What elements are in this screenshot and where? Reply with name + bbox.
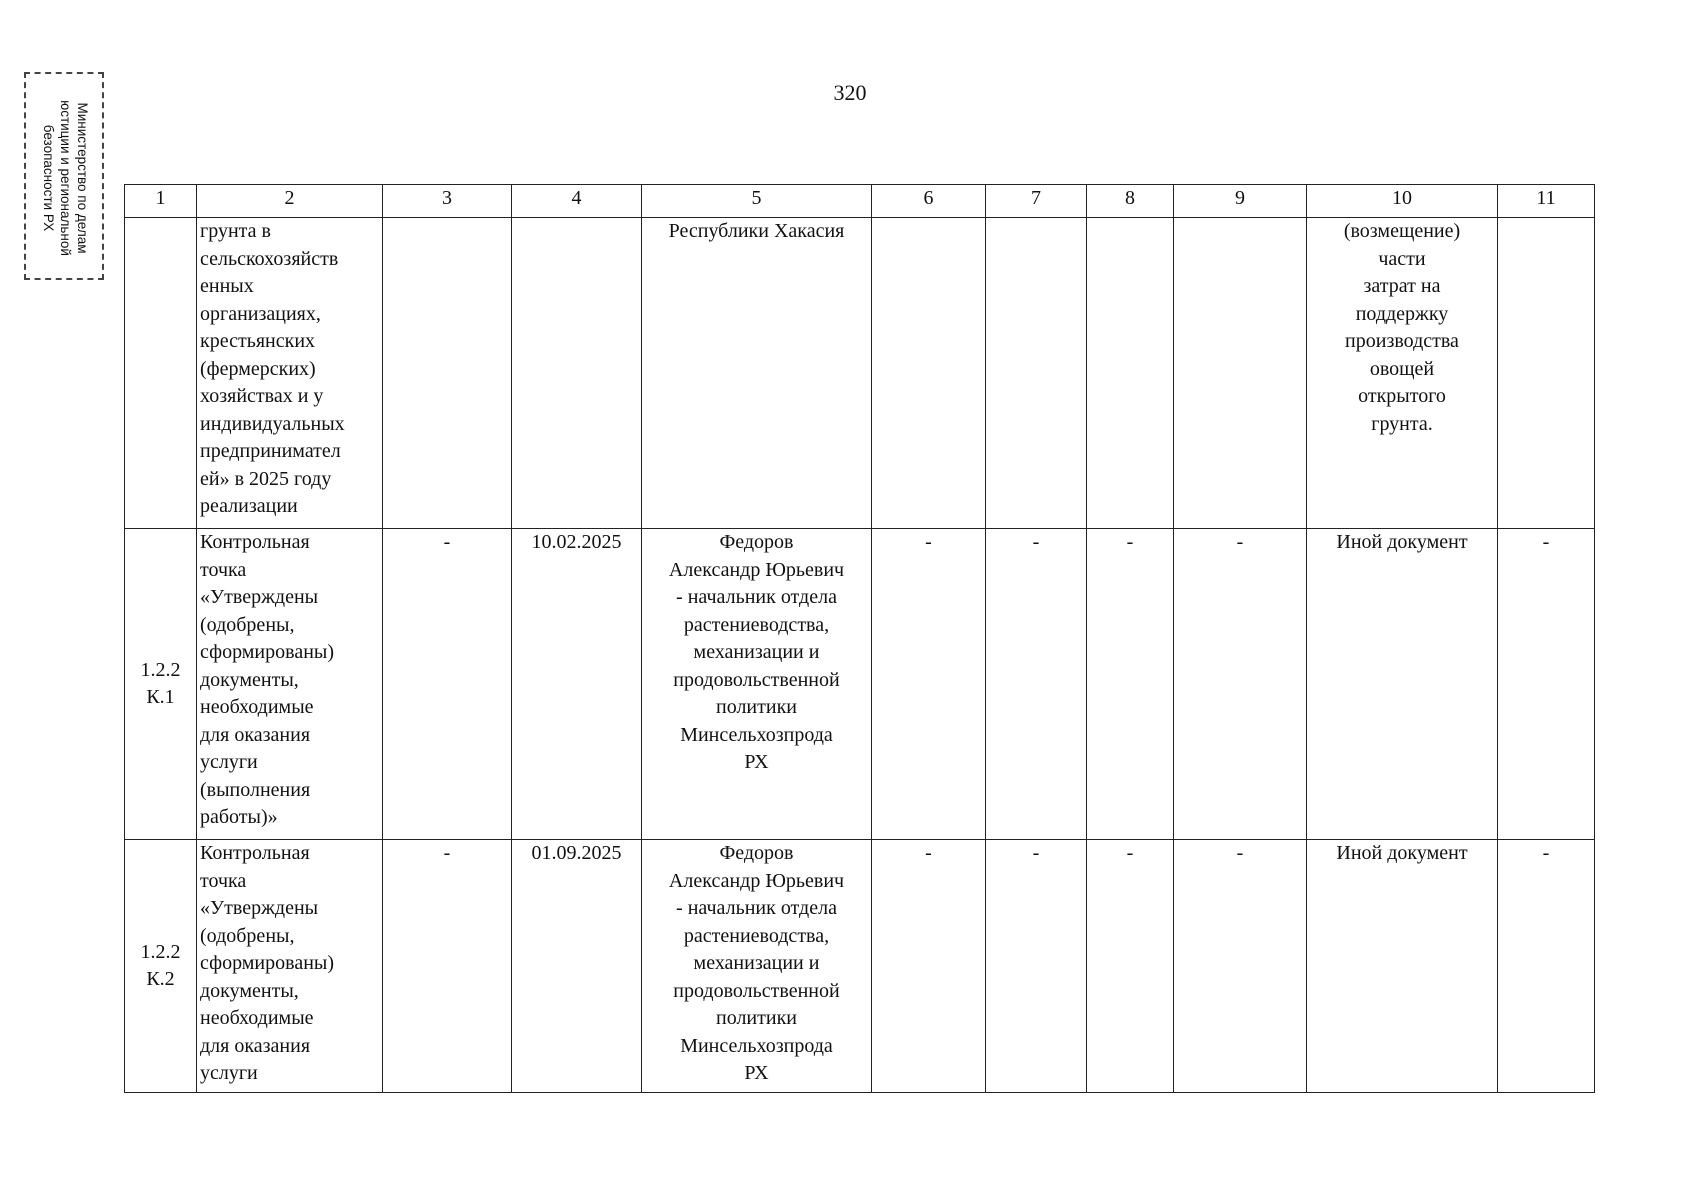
table-header-row — [125, 185, 1595, 218]
cell-col11: - — [1498, 840, 1595, 1093]
column-header: 3 — [383, 185, 512, 218]
cell-col3: - — [383, 840, 512, 1093]
cell-col7: - — [986, 529, 1087, 840]
table-row — [125, 840, 1595, 1093]
column-header: 4 — [512, 185, 642, 218]
cell-number — [125, 218, 197, 529]
cell-col8 — [1087, 218, 1174, 529]
cell-col9: - — [1174, 529, 1307, 840]
cell-col11: - — [1498, 529, 1595, 840]
cell-date — [512, 218, 642, 529]
cell-col3: - — [383, 529, 512, 840]
column-header: 11 — [1498, 185, 1595, 218]
cell-col7 — [986, 218, 1087, 529]
cell-col6: - — [872, 529, 986, 840]
page-number: 320 — [833, 80, 867, 105]
column-header: 1 — [125, 185, 197, 218]
column-header: 10 — [1307, 185, 1498, 218]
cell-col9 — [1174, 218, 1307, 529]
cell-col9: - — [1174, 840, 1307, 1093]
registration-stamp — [24, 72, 104, 280]
cell-name: грунта в сельскохозяйств енных организациях, крестьянских (фермерских) хозяйствах и у индивидуальных предпринимател ей» в 2025 году реализации — [197, 218, 383, 529]
cell-document: Иной документ — [1307, 840, 1498, 1093]
table-row — [125, 529, 1595, 840]
cell-col8: - — [1087, 529, 1174, 840]
cell-col8: - — [1087, 840, 1174, 1093]
column-header: 5 — [642, 185, 872, 218]
cell-number: 1.2.2 К.2 — [125, 840, 197, 1093]
column-header: 2 — [197, 185, 383, 218]
cell-document: Иной документ — [1307, 529, 1498, 840]
cell-responsible: Федоров Александр Юрьевич - начальник отдела растениеводства, механизации и продовольственной политики Минсельхозпрода РХ — [642, 840, 872, 1093]
cell-col6 — [872, 218, 986, 529]
column-header: 9 — [1174, 185, 1307, 218]
cell-date: 10.02.2025 — [512, 529, 642, 840]
cell-responsible: Республики Хакасия — [642, 218, 872, 529]
column-header: 8 — [1087, 185, 1174, 218]
cell-name: Контрольная точка «Утверждены (одобрены, сформированы) документы, необходимые для оказания услуги (выполнения работы)» — [197, 529, 383, 840]
column-header: 7 — [986, 185, 1087, 218]
cell-date: 01.09.2025 — [512, 840, 642, 1093]
cell-col11 — [1498, 218, 1595, 529]
document-table — [124, 184, 1595, 1093]
cell-document: (возмещение) части затрат на поддержку производства овощей открытого грунта. — [1307, 218, 1498, 529]
column-header: 6 — [872, 185, 986, 218]
cell-responsible: Федоров Александр Юрьевич - начальник отдела растениеводства, механизации и продовольственной политики Минсельхозпрода РХ — [642, 529, 872, 840]
cell-col7: - — [986, 840, 1087, 1093]
stamp-line: безопасности РХ — [41, 124, 57, 232]
cell-number: 1.2.2 К.1 — [125, 529, 197, 840]
cell-name: Контрольная точка «Утверждены (одобрены, сформированы) документы, необходимые для оказания услуги — [197, 840, 383, 1093]
stamp-text — [26, 74, 106, 282]
table-row — [125, 218, 1595, 529]
stamp-line: юстиции и региональной — [58, 100, 74, 256]
cell-col3 — [383, 218, 512, 529]
cell-col6: - — [872, 840, 986, 1093]
stamp-line: Министерство по делам — [75, 102, 91, 254]
